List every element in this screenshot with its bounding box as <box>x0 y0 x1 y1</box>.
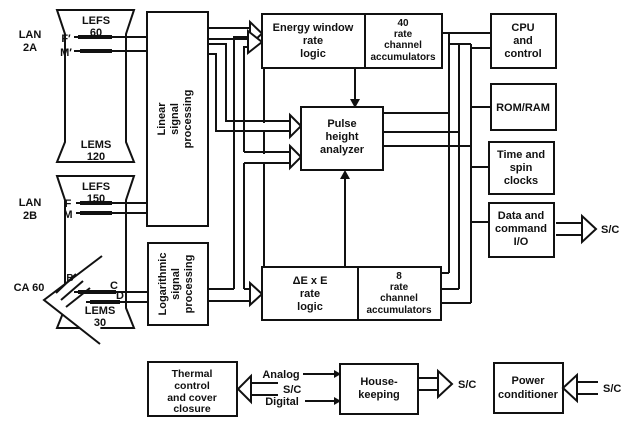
thermal-sc-arrowhead <box>238 376 251 402</box>
cpu-line-2: and <box>513 35 533 47</box>
power-sc-label: S/C <box>603 383 622 395</box>
power-sc-arrowhead <box>563 375 577 401</box>
ewrl-line-2: rate <box>302 35 324 47</box>
log-signal-line-3: processing <box>183 254 195 314</box>
hollow-cover-2 <box>245 154 289 162</box>
lems120-label-1: LEMS <box>80 139 112 151</box>
dio-sc-arrowhead <box>582 216 596 242</box>
f-label: F <box>64 198 72 210</box>
log-signal-line-1: Logarithmic <box>157 252 169 316</box>
pha-line-2: height <box>325 131 359 143</box>
lefs150-label-2: 150 <box>86 193 106 205</box>
rom-line-1: ROM/RAM <box>496 102 550 114</box>
lems30-label-1: LEMS <box>84 305 116 317</box>
acc40-line-2: rate <box>393 29 413 40</box>
hk-sc-arrowhead <box>438 371 452 397</box>
pha-line-1: Pulse <box>327 118 357 130</box>
dataio-line-1: Data and <box>497 210 545 222</box>
thermal-line-2: control <box>174 380 210 392</box>
acc40-line-4: accumulators <box>370 52 436 63</box>
fprime-label: F′ <box>61 33 71 45</box>
dataio-line-3: I/O <box>513 236 529 248</box>
clocks-line-3: clocks <box>503 175 539 187</box>
c-label: C <box>110 280 118 292</box>
lsp-pha-arrowhead <box>290 115 301 137</box>
hk-line-2: keeping <box>358 389 400 401</box>
ewrl-line-1: Energy window <box>272 22 354 34</box>
log-signal-line-2: signal <box>170 268 182 300</box>
m-label: M <box>63 209 73 221</box>
d-label: D <box>116 290 124 302</box>
ewrl-line-3: logic <box>300 48 326 60</box>
lefs60-label-1: LEFS <box>81 15 111 27</box>
hk-line-1: House- <box>360 376 398 388</box>
linear-signal-line-1: Linear <box>156 102 168 136</box>
linear-signal-line-2: signal <box>169 103 181 135</box>
lems30-label-2: 30 <box>93 317 107 329</box>
dio-sc-label: S/C <box>601 224 620 236</box>
linear-signal-line-3: processing <box>182 89 194 149</box>
hollow-cover-1 <box>227 123 289 130</box>
logsp-riser-inner-upper <box>244 47 248 152</box>
acc8-line-1: 8 <box>396 271 402 282</box>
cpu-line-1: CPU <box>511 22 535 34</box>
pha-line-3: analyzer <box>319 144 365 156</box>
dataio-line-2: command <box>495 223 547 235</box>
ca60-label: CA 60 <box>13 282 45 294</box>
hk-sc-label: S/C <box>458 379 477 391</box>
analog-label: Analog <box>262 369 300 381</box>
acc8-line-3: channel <box>380 293 418 304</box>
logsp-dexe-arrowhead <box>250 283 262 305</box>
dexe-line-2: rate <box>299 288 321 300</box>
clocks-line-2: spin <box>509 162 533 174</box>
acc40-line-1: 40 <box>397 18 409 29</box>
thermal-line-1: Thermal <box>171 368 213 380</box>
clocks-line-1: Time and <box>496 149 546 161</box>
acc40-line-3: channel <box>384 40 422 51</box>
lan2a-label-2: 2A <box>22 42 38 54</box>
digital-label: Digital <box>265 396 299 408</box>
thermal-sc-label: S/C <box>283 384 302 396</box>
thermal-line-4: closure <box>173 403 211 415</box>
b-label: B <box>66 273 74 284</box>
pha-bottom-in-arrowhead <box>340 170 350 179</box>
lefs60-label-2: 60 <box>89 27 103 39</box>
logsp-pha-arrowhead <box>290 146 301 168</box>
acc8-line-2: rate <box>389 282 409 293</box>
power-line-1: Power <box>511 375 545 387</box>
acc8-line-4: accumulators <box>366 305 432 316</box>
lan2b-label-1: LAN <box>18 197 42 209</box>
lan2a-label-1: LAN <box>18 29 42 41</box>
power-line-2: conditioner <box>498 389 558 401</box>
lan2b-label-2: 2B <box>22 210 38 222</box>
box-power <box>494 363 563 413</box>
mprime-label: M′ <box>60 47 72 59</box>
dexe-line-1: ΔE x E <box>292 275 328 287</box>
thermal-line-3: and cover <box>167 392 217 404</box>
lefs150-label-1: LEFS <box>81 181 111 193</box>
lems120-label-2: 120 <box>86 151 106 163</box>
dexe-line-3: logic <box>297 301 323 313</box>
cpu-line-3: control <box>504 48 542 60</box>
